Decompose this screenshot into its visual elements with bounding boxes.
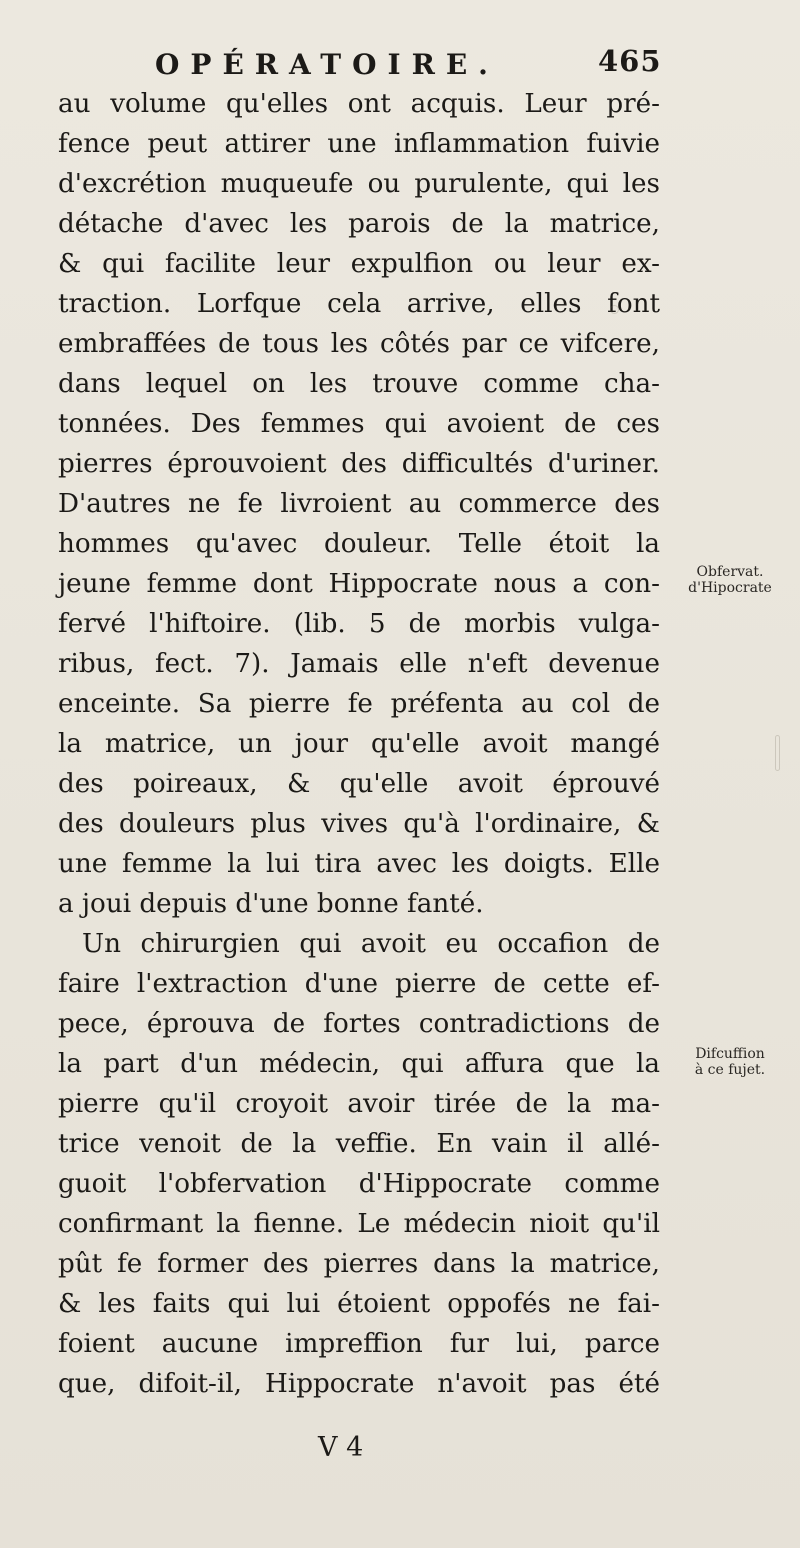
text-line: traction. Lorfque cela arrive, elles font bbox=[58, 289, 660, 319]
margin-note-line: Obfervat. bbox=[696, 564, 764, 580]
text-line: jeune femme dont Hippocrate nous a con- bbox=[58, 569, 660, 599]
text-line: a joui depuis d'une bonne fanté. bbox=[58, 889, 484, 919]
text-line: la part d'un médecin, qui affura que la bbox=[58, 1049, 660, 1079]
text-line: enceinte. Sa pierre fe préfenta au col de bbox=[58, 689, 660, 719]
signature-mark: V 4 bbox=[318, 1432, 364, 1463]
paper-blemish bbox=[775, 735, 780, 771]
text-line: fence peut attirer une inflammation fuivie bbox=[58, 129, 660, 159]
text-line: hommes qu'avec douleur. Telle étoit la bbox=[58, 529, 660, 559]
margin-note-line: Difcuffion bbox=[695, 1046, 765, 1062]
text-line: pece, éprouva de fortes contradictions de bbox=[58, 1009, 660, 1039]
text-line: embraffées de tous les côtés par ce vifcere, bbox=[58, 329, 660, 359]
text-line: ribus, fect. 7). Jamais elle n'eft devenue bbox=[58, 649, 660, 679]
margin-note-line: d'Hipocrate bbox=[688, 580, 772, 596]
text-line: confirmant la fienne. Le médecin nioit qu'il bbox=[58, 1209, 660, 1239]
paper-blemish bbox=[610, 305, 619, 314]
margin-note-discussion bbox=[664, 1046, 796, 1078]
text-line: que, difoit-il, Hippocrate n'avoit pas été bbox=[58, 1369, 660, 1399]
text-line: trice venoit de la veffie. En vain il allé- bbox=[58, 1129, 660, 1159]
text-line: & qui facilite leur expulfion ou leur ex- bbox=[58, 249, 660, 279]
text-line: guoit l'obfervation d'Hippocrate comme bbox=[58, 1169, 660, 1199]
text-line: au volume qu'elles ont acquis. Leur pré- bbox=[58, 89, 660, 119]
text-line: des douleurs plus vives qu'à l'ordinaire, & bbox=[58, 809, 660, 839]
text-line: pierres éprouvoient des difficultés d'uriner. bbox=[58, 449, 660, 479]
margin-note-line: à ce fujet. bbox=[694, 1062, 766, 1078]
text-line: foient aucune impreffion fur lui, parce bbox=[58, 1329, 660, 1359]
text-line: des poireaux, & qu'elle avoit éprouvé bbox=[58, 769, 660, 799]
text-line: la matrice, un jour qu'elle avoit mangé bbox=[58, 729, 660, 759]
text-line: pût fe former des pierres dans la matrice, bbox=[58, 1249, 660, 1279]
text-line: fervé l'hiftoire. (lib. 5 de morbis vulga- bbox=[58, 609, 660, 639]
text-line: tonnées. Des femmes qui avoient de ces bbox=[58, 409, 660, 439]
running-head bbox=[155, 48, 655, 81]
text-line: D'autres ne fe livroient au commerce des bbox=[58, 489, 660, 519]
page-number: 465 bbox=[598, 44, 662, 78]
text-line: & les faits qui lui étoient oppofés ne fai- bbox=[58, 1289, 660, 1319]
running-head-title: OPÉRATOIRE. bbox=[155, 48, 499, 81]
text-line: Un chirurgien qui avoit eu occafion de bbox=[82, 929, 660, 959]
text-line: détache d'avec les parois de la matrice, bbox=[58, 209, 660, 239]
text-line: pierre qu'il croyoit avoir tirée de la ma- bbox=[58, 1089, 660, 1119]
text-line: d'excrétion muqueufe ou purulente, qui les bbox=[58, 169, 660, 199]
text-line: une femme la lui tira avec les doigts. Elle bbox=[58, 849, 660, 879]
margin-note-observation bbox=[664, 564, 796, 596]
body-text bbox=[58, 84, 660, 1404]
text-line: dans lequel on les trouve comme cha- bbox=[58, 369, 660, 399]
text-line: faire l'extraction d'une pierre de cette ef- bbox=[58, 969, 660, 999]
